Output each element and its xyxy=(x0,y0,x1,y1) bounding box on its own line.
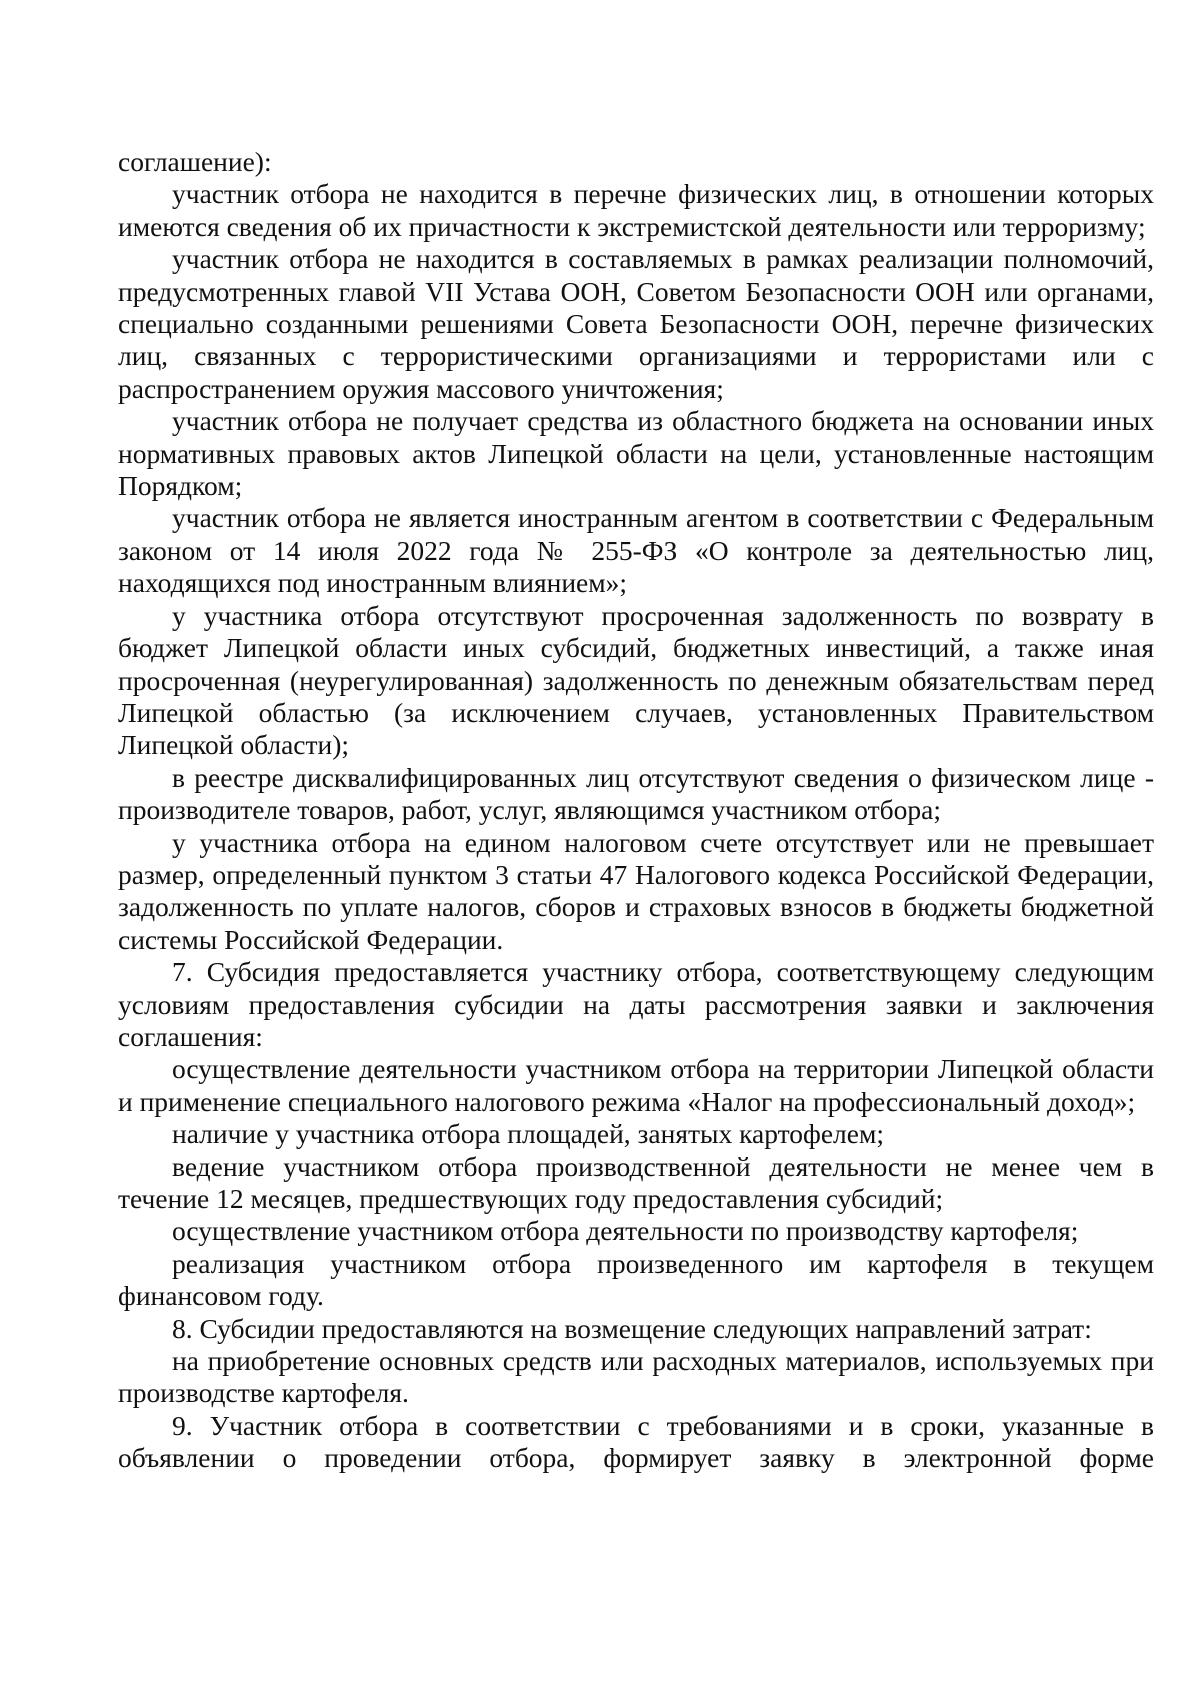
paragraph-13: осуществление участником отбора деятельности по производству картофеля; xyxy=(172,1215,1079,1247)
document-body xyxy=(118,146,1154,1475)
paragraph-3: участник отбора не находится в составляемых в рамках реализации полномочий, предусмотренных главой VII Устава ООН, Советом Безопасности ООН или органами, специально созданными решениями Совета Безопасности ООН, перечне физических лиц, связанных с террористическими организациями и террористами или с распространением оружия массового уничтожения; xyxy=(118,243,1154,404)
paragraph-7: в реестре дисквалифицированных лиц отсутствуют сведения о физическом лице - производителе товаров, работ, услуг, являющимся участником отбора; xyxy=(118,761,1154,826)
paragraph-1: соглашение): xyxy=(118,146,272,177)
paragraph-15: 8. Субсидии предоставляются на возмещение следующих направлений затрат: xyxy=(172,1312,1092,1344)
paragraph-14: реализация участником отбора произведенного им картофеля в текущем финансовом году. xyxy=(118,1247,1154,1312)
paragraph-5: участник отбора не является иностранным агентом в соответствии с Федеральным законом от 14 июля 2022 года № 255-ФЗ «О контроле за деятельностью лиц, находящихся под иностранным влиянием»; xyxy=(118,502,1154,599)
paragraph-4: участник отбора не получает средства из областного бюджета на основании иных нормативных правовых актов Липецкой области на цели, установленные настоящим Порядком; xyxy=(118,405,1154,502)
paragraph-8: у участника отбора на едином налоговом счете отсутствует или не превышает размер, определенный пунктом 3 статьи 47 Налогового кодекса Российской Федерации, задолженность по уплате налогов, сборов и страховых взносов в бюджеты бюджетной системы Российской Федерации. xyxy=(118,826,1154,955)
paragraph-10: осуществление деятельности участником отбора на территории Липецкой области и применение специального налогового режима «Налог на профессиональный доход»; xyxy=(118,1053,1154,1117)
paragraph-11: наличие у участника отбора площадей, занятых картофелем; xyxy=(172,1118,885,1150)
paragraph-2: участник отбора не находится в перечне физических лиц, в отношении которых имеются сведения об их причастности к экстремистской деятельности или терроризму; xyxy=(118,178,1154,242)
paragraph-9: 7. Субсидия предоставляется участнику отбора, соответствующему следующим условиям предоставления субсидии на даты рассмотрения заявки и заключения соглашения: xyxy=(118,956,1154,1052)
paragraph-17: 9. Участник отбора в соответствии с требованиями и в сроки, указанные в объявлении о проведении отбора, формирует заявку в электронной форме xyxy=(118,1409,1154,1474)
paragraph-12: ведение участником отбора производственной деятельности не менее чем в течение 12 месяцев, предшествующих году предоставления субсидий; xyxy=(118,1150,1154,1214)
paragraph-16: на приобретение основных средств или расходных материалов, используемых при производстве картофеля. xyxy=(118,1345,1154,1409)
paragraph-6: у участника отбора отсутствуют просроченная задолженность по возврату в бюджет Липецкой области иных субсидий, бюджетных инвестиций, а также иная просроченная (неурегулированная) задолженность по денежным обязательствам перед Липецкой областью (за исключением случаев, установленных Правительством Липецкой области); xyxy=(118,599,1154,761)
